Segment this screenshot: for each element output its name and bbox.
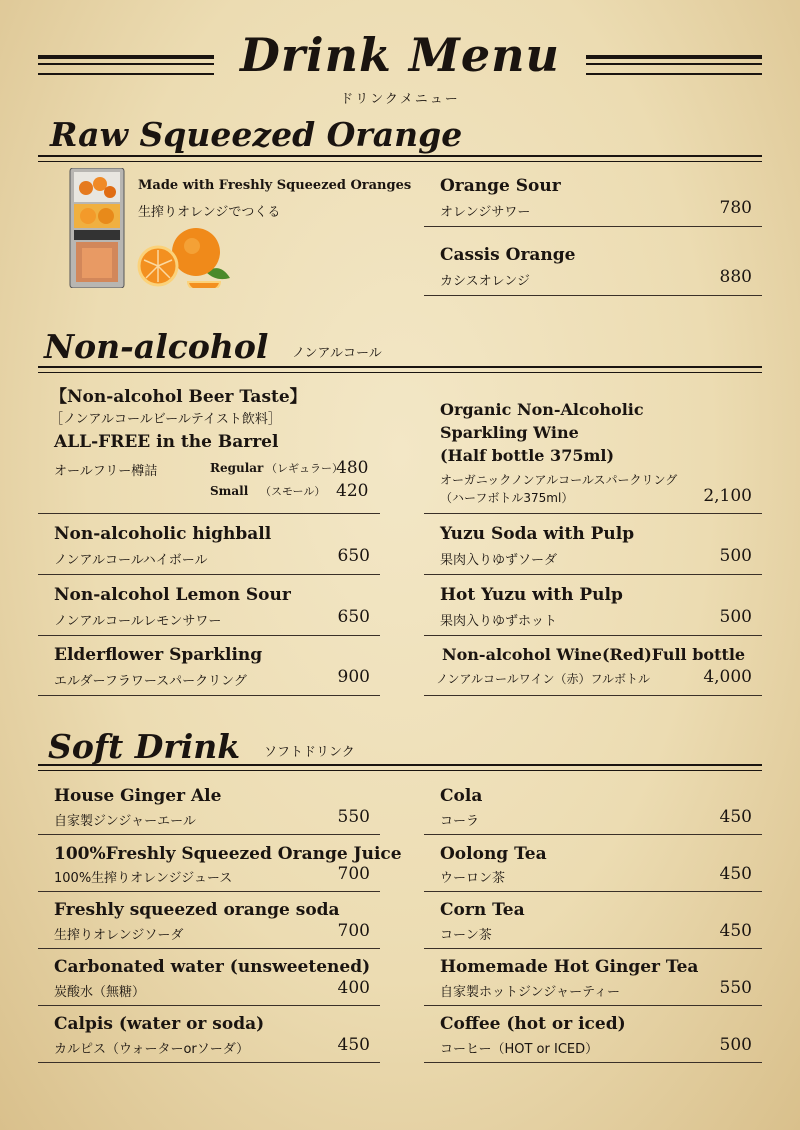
wine-name-jp2: （ハーフボトル375ml） bbox=[440, 491, 574, 505]
menu-item-orange-soda bbox=[38, 900, 380, 949]
menu-item-oolong-tea bbox=[424, 844, 762, 892]
menu-item-yuzu-soda bbox=[424, 524, 762, 575]
menu-item-nonalc-lemon-sour bbox=[38, 585, 380, 636]
item-name-jp: 自家製ホットジンジャーティー bbox=[440, 985, 621, 1000]
item-name: Cassis Orange bbox=[440, 245, 576, 265]
item-name-jp: コーヒー（HOT or ICED） bbox=[440, 1042, 599, 1057]
item-price: 700 bbox=[337, 864, 370, 884]
menu-item-corn-tea bbox=[424, 900, 762, 949]
item-price: 500 bbox=[719, 607, 752, 627]
page-title: Drink Menu bbox=[239, 28, 560, 82]
item-price: 650 bbox=[337, 607, 370, 627]
menu-item-orange-juice bbox=[38, 844, 402, 892]
wine-name-line3: (Half bottle 375ml) bbox=[440, 446, 615, 465]
item-name: Non-alcohol Wine(Red)Full bottle bbox=[442, 645, 746, 664]
item-name-jp: ノンアルコールワイン（赤）フルボトル bbox=[436, 672, 650, 686]
item-name-jp: 自家製ジンジャーエール bbox=[54, 814, 196, 829]
small-price: 420 bbox=[336, 481, 369, 501]
item-name-jp: コーン茶 bbox=[440, 928, 492, 943]
item-name-jp: 100%生搾りオレンジジュース bbox=[54, 871, 233, 886]
section-subtitle-soft-drink: ソフトドリンク bbox=[264, 745, 355, 760]
item-price: 500 bbox=[719, 546, 752, 566]
wine-name-jp1: オーガニックノンアルコールスパークリング bbox=[440, 473, 678, 487]
item-name: Freshly squeezed orange soda bbox=[54, 900, 340, 920]
item-name-jp: カルピス（ウォーターorソーダ） bbox=[54, 1042, 250, 1057]
item-price: 550 bbox=[719, 978, 752, 998]
menu-item-elderflower bbox=[38, 645, 380, 696]
beer-name: ALL-FREE in the Barrel bbox=[54, 432, 279, 452]
beer-category: 【Non-alcohol Beer Taste】 bbox=[50, 387, 307, 407]
menu-item-nonalc-highball bbox=[38, 524, 380, 575]
orange-note-jp: 生搾りオレンジでつくる bbox=[138, 205, 281, 220]
item-name: Non-alcoholic highball bbox=[54, 524, 272, 544]
page-subtitle: ドリンクメニュー bbox=[340, 92, 460, 107]
menu-item-carbonated-water bbox=[38, 957, 380, 1006]
item-name: Oolong Tea bbox=[440, 844, 547, 864]
wine-name-line1: Organic Non-Alcoholic bbox=[440, 400, 644, 419]
item-name-jp: 生搾りオレンジソーダ bbox=[54, 928, 184, 943]
small-label-jp: （スモール） bbox=[260, 485, 326, 498]
menu-item-calpis bbox=[38, 1014, 380, 1063]
menu-item-orange-sour bbox=[424, 176, 762, 227]
item-price: 900 bbox=[337, 667, 370, 687]
item-name-jp: エルダーフラワースパークリング bbox=[54, 674, 247, 689]
item-price: 450 bbox=[719, 807, 752, 827]
item-name-jp: ノンアルコールハイボール bbox=[54, 553, 208, 568]
item-price: 880 bbox=[719, 267, 752, 287]
item-name: Hot Yuzu with Pulp bbox=[440, 585, 623, 605]
menu-item-ginger-ale bbox=[38, 786, 380, 835]
item-name-jp: ウーロン茶 bbox=[440, 871, 506, 886]
menu-item-cassis-orange bbox=[424, 245, 762, 296]
menu-item-organic-wine bbox=[424, 400, 762, 514]
item-name-jp: カシスオレンジ bbox=[440, 274, 530, 289]
beer-category-jp: ［ノンアルコールビールテイスト飲料］ bbox=[50, 412, 281, 427]
item-price: 4,000 bbox=[703, 667, 752, 687]
regular-label: Regular bbox=[210, 461, 264, 475]
item-price: 650 bbox=[337, 546, 370, 566]
item-price: 550 bbox=[337, 807, 370, 827]
item-price: 500 bbox=[719, 1035, 752, 1055]
item-name: Yuzu Soda with Pulp bbox=[440, 524, 635, 544]
section-subtitle-nonalcohol: ノンアルコール bbox=[292, 346, 382, 361]
section-rule-soft-drink bbox=[38, 764, 762, 771]
item-name-jp: オレンジサワー bbox=[440, 205, 531, 220]
section-title-orange: Raw Squeezed Orange bbox=[50, 115, 463, 154]
item-name: Cola bbox=[440, 786, 483, 806]
item-name: Homemade Hot Ginger Tea bbox=[440, 957, 699, 977]
item-name-jp: 果肉入りゆずホット bbox=[440, 614, 558, 629]
item-name-jp: 炭酸水（無糖） bbox=[54, 985, 146, 1000]
item-name: Orange Sour bbox=[440, 176, 561, 196]
item-name: Corn Tea bbox=[440, 900, 525, 920]
item-name-jp: コーラ bbox=[440, 814, 480, 829]
item-name: Non-alcohol Lemon Sour bbox=[54, 585, 291, 605]
item-name: Calpis (water or soda) bbox=[54, 1014, 265, 1034]
item-price: 780 bbox=[719, 198, 752, 218]
section-title-nonalcohol: Non-alcohol bbox=[44, 327, 269, 366]
item-name: Carbonated water (unsweetened) bbox=[54, 957, 371, 977]
menu-item-hot-ginger-tea bbox=[424, 957, 762, 1006]
menu-item-hot-yuzu bbox=[424, 585, 762, 636]
item-name: 100%Freshly Squeezed Orange Juice bbox=[54, 844, 402, 864]
section-rule-nonalcohol bbox=[38, 366, 762, 373]
item-price: 450 bbox=[719, 921, 752, 941]
menu-item-nonalc-wine-red bbox=[424, 645, 762, 696]
beer-name-jp: オールフリー樽詰 bbox=[54, 464, 158, 479]
item-name-jp: 果肉入りゆずソーダ bbox=[440, 553, 558, 568]
item-price: 450 bbox=[337, 1035, 370, 1055]
menu-item-cola bbox=[424, 786, 762, 835]
section-title-soft-drink: Soft Drink bbox=[48, 727, 241, 766]
item-name-jp: ノンアルコールレモンサワー bbox=[54, 614, 222, 629]
item-price: 2,100 bbox=[703, 486, 752, 506]
menu-item-coffee bbox=[424, 1014, 762, 1063]
regular-price: 480 bbox=[336, 458, 369, 478]
orange-note-en: Made with Freshly Squeezed Oranges bbox=[138, 178, 412, 193]
item-name: House Ginger Ale bbox=[54, 786, 222, 806]
item-name: Coffee (hot or iced) bbox=[440, 1014, 626, 1034]
item-price: 400 bbox=[337, 978, 370, 998]
section-rule-orange bbox=[38, 155, 762, 162]
juicer-machine-image bbox=[68, 168, 126, 288]
item-name: Elderflower Sparkling bbox=[54, 645, 263, 665]
small-label: Small bbox=[210, 484, 249, 498]
oranges-image bbox=[136, 222, 236, 288]
regular-label-jp: （レギュラー） bbox=[266, 462, 343, 475]
wine-name-line2: Sparkling Wine bbox=[440, 423, 579, 442]
menu-item-allfree bbox=[38, 382, 380, 514]
item-price: 450 bbox=[719, 864, 752, 884]
item-price: 700 bbox=[337, 921, 370, 941]
